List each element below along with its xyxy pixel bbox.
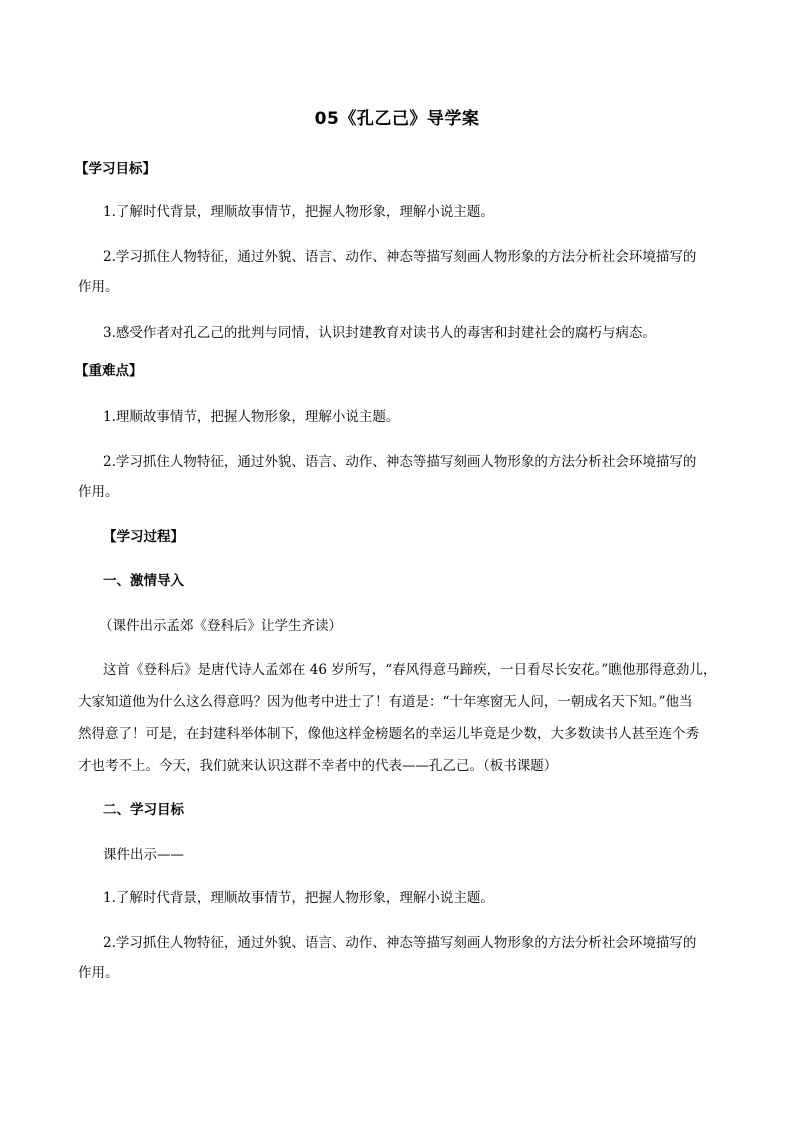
part2-intro: 课件出示—— (103, 847, 184, 863)
goal-item: 3.感受作者对孔乙己的批判与同情，认识封建教育对读书人的毒害和封建社会的腐朽与病态。 (103, 325, 656, 341)
key-point-item: 2.学习抓住人物特征，通过外貌、语言、动作、神态等描写刻画人物形象的方法分析社会环境描写的 (103, 454, 697, 470)
key-points-heading: 【重难点】 (75, 363, 143, 379)
key-point-item: 1.理顺故事情节，把握人物形象，理解小说主题。 (103, 409, 400, 425)
document-title: 05《孔乙己》导学案 (314, 109, 480, 129)
part2-item: 1.了解时代背景，理顺故事情节，把握人物形象，理解小说主题。 (103, 890, 494, 906)
key-point-continuation: 作用。 (78, 484, 119, 500)
part2-item-continuation: 作用。 (78, 965, 119, 981)
part2-item: 2.学习抓住人物特征，通过外貌、语言、动作、神态等描写刻画人物形象的方法分析社会环境描写的 (103, 935, 697, 951)
goal-item-continuation: 作用。 (78, 279, 119, 295)
goal-item: 1.了解时代背景，理顺故事情节，把握人物形象，理解小说主题。 (103, 204, 494, 220)
part1-paragraph-line: 然得意了！可是，在封建科举体制下，像他这样金榜题名的幸运儿毕竟是少数，大多数读书人甚至连个秀 (78, 726, 699, 742)
part1-heading: 一、激情导入 (103, 573, 184, 589)
goals-heading: 【学习目标】 (75, 161, 156, 177)
part2-heading: 二、学习目标 (103, 802, 184, 818)
process-heading: 【学习过程】 (103, 529, 184, 545)
part1-paragraph-line: 这首《登科后》是唐代诗人孟郊在 46 岁所写，“春风得意马蹄疾，一日看尽长安花。”瞧他那得意劲儿， (103, 662, 717, 678)
part1-paragraph-line: 大家知道他为什么这么得意吗？因为他考中进士了！有道是：“十年寒窗无人问，一朝成名天下知。”他当 (78, 694, 693, 710)
goal-item: 2.学习抓住人物特征，通过外貌、语言、动作、神态等描写刻画人物形象的方法分析社会环境描写的 (103, 249, 697, 265)
part1-note: （课件出示孟郊《登科后》让学生齐读） (99, 618, 342, 634)
part1-paragraph-line: 才也考不上。今天，我们就来认识这群不幸者中的代表——孔乙己。（板书课题） (78, 758, 558, 774)
